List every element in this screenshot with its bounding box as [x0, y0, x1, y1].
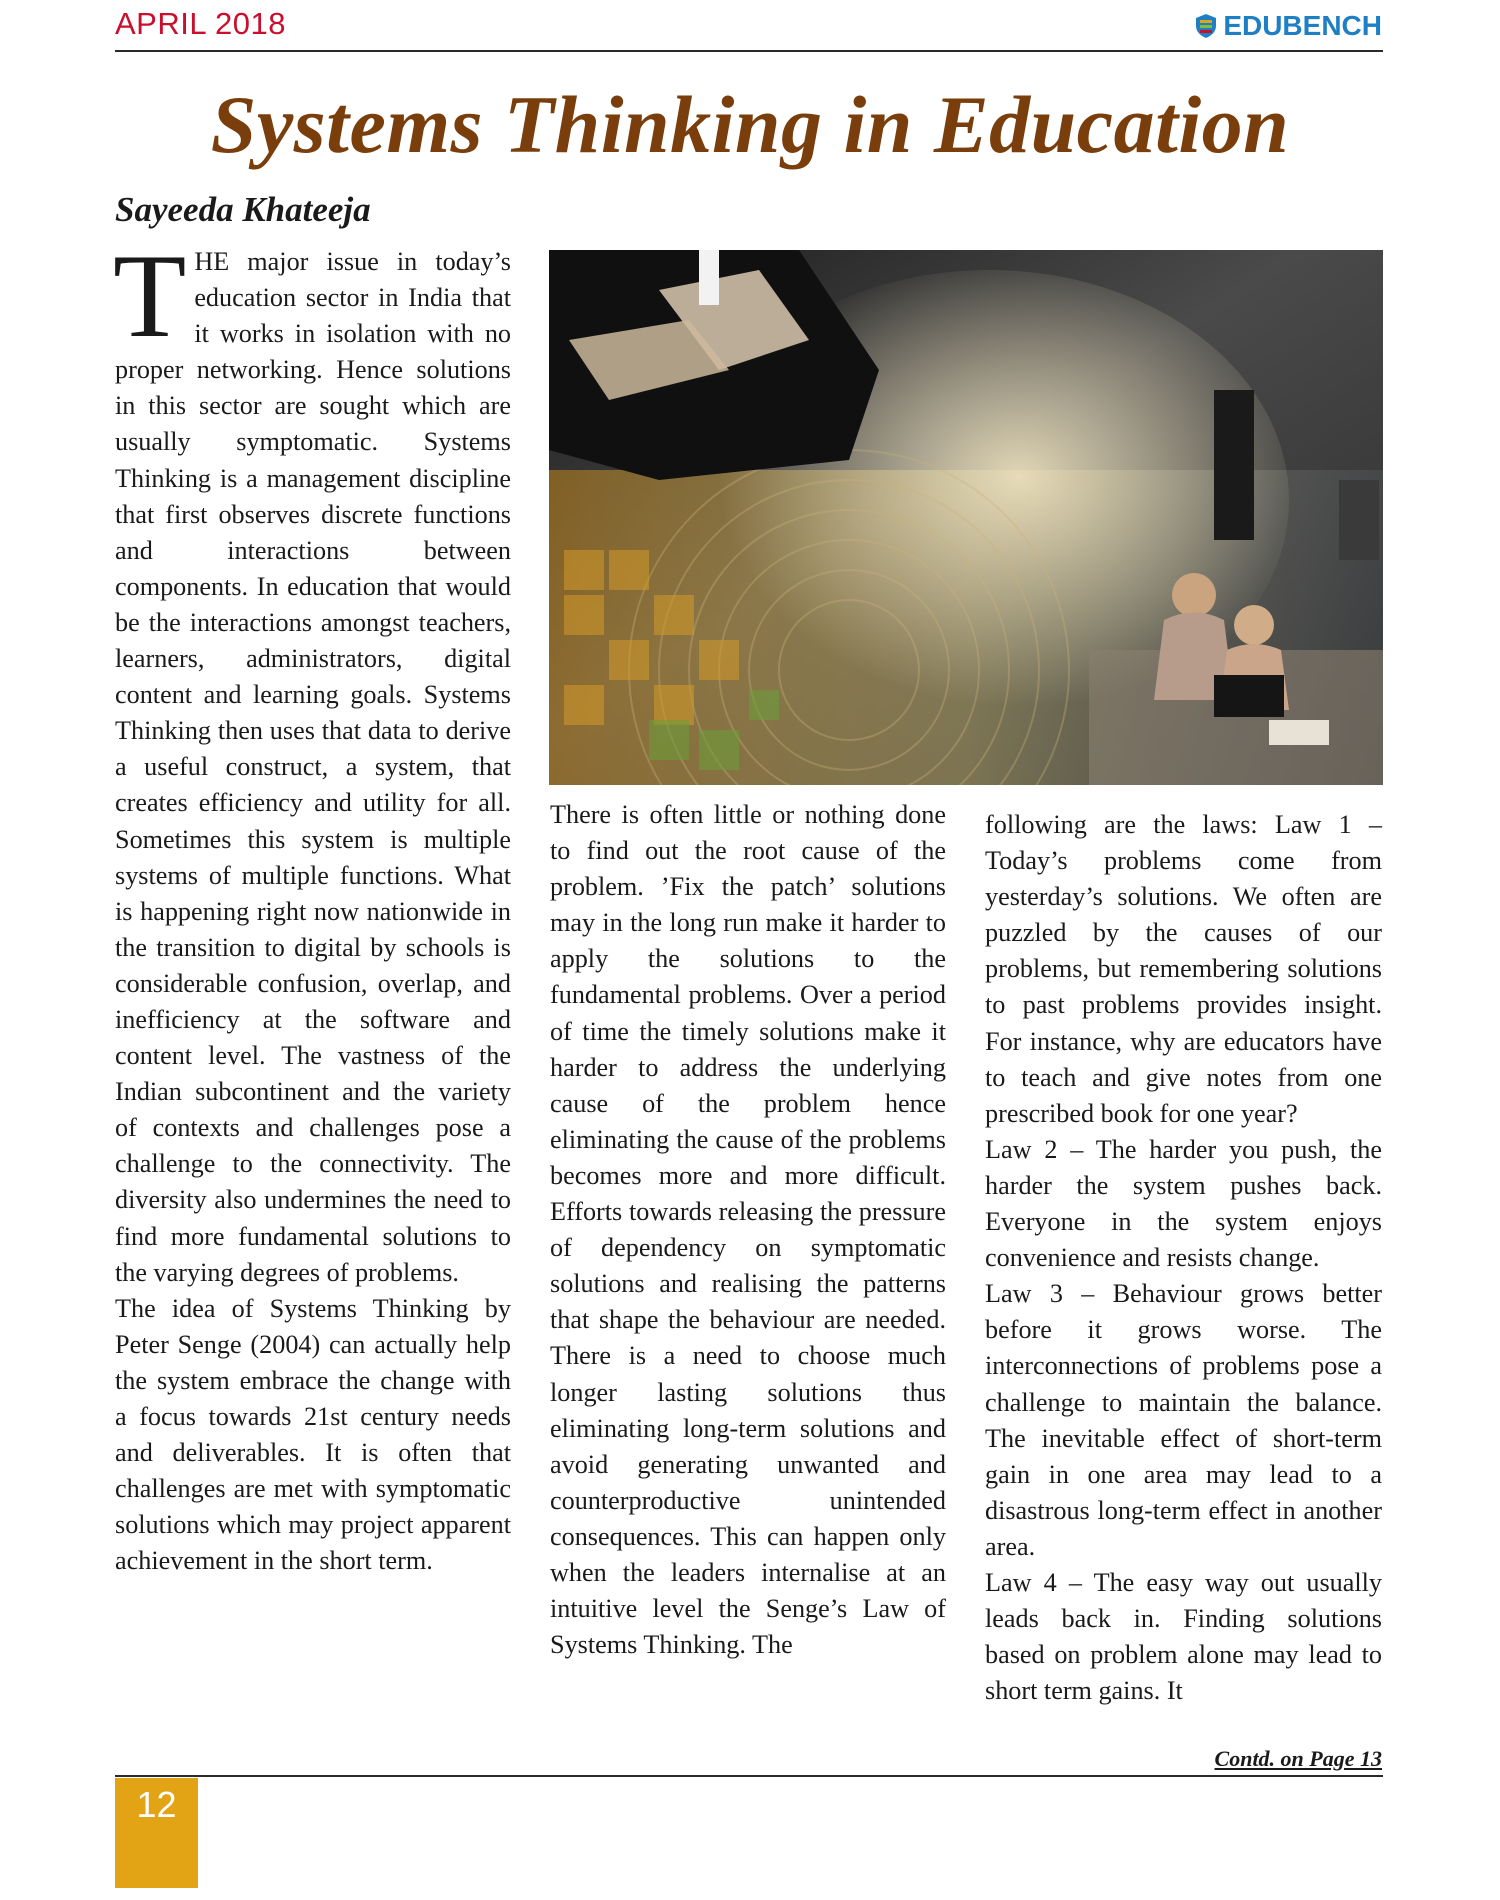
article-paragraph: Law 3 – Behaviour grows better before it grows worse. The interconnections of problems pose a challenge to maintain the balance. The inevitable effect of short-term gain in one area may lead to a disastrous long-term effect in another area.	[985, 1279, 1382, 1561]
footer-rule	[115, 1775, 1383, 1777]
article-lead-text: HE major issue in today’s education sector in India that it works in isolation with no proper networking. Hence solutions in this sector are sought which are usually symptomatic. Systems Thinking is a management discipline that first observes discrete functions and interactions between components. In education that would be the interactions amongst teachers, learners, administrators, digital content and learning goals. Systems Thinking then uses that data to derive a useful construct, a system, that creates efficiency and utility for all. Sometimes this system is multiple systems of multiple functions. What is happening right now nationwide in the transition to digital by schools is considerable confusion, overlap, and inefficiency at the software and content level. The vastness of the Indian subcontinent and the variety of contexts and challenges pose a challenge to the connectivity. The diversity also undermines the need to find more fundamental solutions to the varying degrees of problems.	[115, 247, 511, 1287]
page-number: 12	[136, 1784, 177, 1825]
article-paragraph: The idea of Systems Thinking by Peter Senge (2004) can actually help the system embrace the change with a focus towards 21st century needs and deliverables. It is often that challenges are met with symptomatic solutions which may project apparent achievement in the short term.	[115, 1293, 511, 1576]
issue-date: APRIL 2018	[115, 6, 287, 41]
header-rule	[115, 50, 1383, 52]
article-column-3	[985, 807, 1382, 1709]
brand-name: EDUBENCH	[1223, 10, 1382, 41]
article-paragraph: Law 2 – The harder you push, the harder the system pushes back. Everyone in the system enjoys convenience and resists change.	[985, 1134, 1382, 1273]
page-number-box	[115, 1778, 198, 1888]
article-author: Sayeeda Khateeja	[115, 190, 371, 229]
article-photo	[549, 250, 1383, 785]
article-paragraph: following are the laws: Law 1 – Today’s problems come from yesterday’s solutions. We often are puzzled by the causes of our problems, but remembering solutions to past problems provides insight. For instance, why are educators have to teach and give notes from one prescribed book for one year?	[985, 810, 1382, 1128]
continued-note[interactable]: Contd. on Page 13	[1214, 1746, 1382, 1771]
brand-logo	[1195, 10, 1382, 42]
article-title: Systems Thinking in Education	[210, 79, 1290, 170]
article-paragraph	[113, 229, 511, 1291]
article-paragraph: There is often little or nothing done to find out the root cause of the problem. ’Fix the patch’ solutions may in the long run make it harder to apply the solutions to the fundamental problems. Over a period of time the timely solutions make it harder to address the underlying cause of the problem hence eliminating the cause of the problems becomes more and more difficult. Efforts towards releasing the pressure of dependency on symptomatic solutions and realising the patterns that shape the behaviour are needed. There is a need to choose much longer lasting solutions thus eliminating long-term solutions and avoid generating unwanted and counterproductive unintended consequences. This can happen only when the leaders internalise at an intuitive level the Senge’s Law of Systems Thinking. The	[550, 800, 946, 1660]
brand-emblem-icon	[1195, 13, 1217, 39]
article-paragraph: Law 4 – The easy way out usually leads back in. Finding solutions based on problem alone may lead to short term gains. It	[985, 1567, 1382, 1706]
article-column-1	[113, 229, 511, 1579]
article-column-2	[550, 797, 946, 1663]
drop-cap: T	[113, 229, 187, 362]
